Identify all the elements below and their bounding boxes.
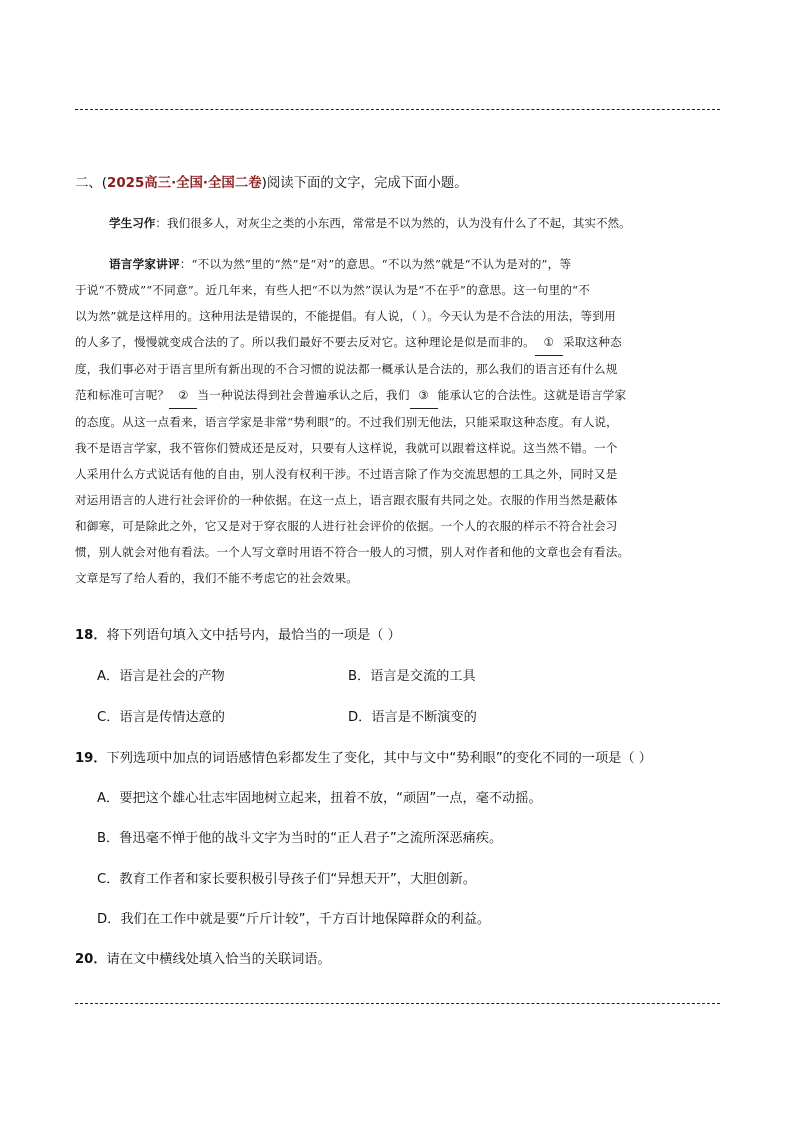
q19-option-a[interactable]: A．要把这个雄心壮志牢固地树立起来，扭着不放，“顽固”一点，毫不动摇。: [97, 791, 542, 806]
linguist-passage: [75, 251, 735, 591]
student-paragraph: [109, 215, 631, 231]
passage-line: 文章是写了给人看的，我们不能不考虑它的社会效果。: [75, 571, 359, 585]
answer-line-top: [75, 109, 720, 110]
q19-option-b[interactable]: B．鲁迅毫不惮于他的战斗文字为当时的“正人君子”之流所深恶痛疾。: [97, 831, 503, 846]
section-prefix: 二、(: [75, 176, 108, 191]
question-19-stem: 19．下列选项中加点的词语感情色彩都发生了变化，其中与文中“势利眼”的变化不同的一项是（ ）: [75, 751, 652, 766]
passage-line: 对运用语言的人进行社会评价的一种依据。在这一点上，语言跟衣服有共同之处。衣服的作用当然是蔽体: [75, 493, 618, 507]
passage-line: 人采用什么方式说话有他的自由，别人没有权利干涉。不过语言除了作为交流思想的工具之外，同时又是: [75, 467, 618, 481]
passage-line: 的态度。从这一点看来，语言学家是非常“势利眼”的。不过我们别无他法，只能采取这种态度。有人说，: [75, 415, 618, 429]
blank-3[interactable]: ③: [410, 382, 438, 409]
passage-line: 的人多了，慢慢就变成合法的了。所以我们最好不要去反对它。这种理论是似是而非的。 ① 采取这种态: [75, 329, 735, 356]
answer-line-bottom: [75, 1003, 720, 1004]
q18-option-c[interactable]: C．语言是传情达意的: [97, 710, 225, 725]
blank-1[interactable]: ①: [535, 329, 563, 356]
passage-line: 以为然”就是这样用的。这种用法是错误的，不能提倡。有人说，（ ）。今天认为是不合法的用法，等到用: [75, 309, 616, 323]
q18-option-a[interactable]: A．语言是社会的产物: [97, 669, 225, 684]
question-number: 19．: [75, 751, 107, 766]
q19-option-c[interactable]: C．教育工作者和家长要积极引导孩子们“异想天开”，大胆创新。: [97, 872, 476, 887]
q19-option-d[interactable]: D．我们在工作中就是要“斤斤计较”，千方百计地保障群众的利益。: [97, 912, 491, 927]
linguist-label: 语言学家讲评: [109, 257, 180, 271]
question-18-stem: 18．将下列语句填入文中括号内，最恰当的一项是（ ）: [75, 628, 401, 643]
source-tag: 2025高三·全国·全国二卷: [107, 176, 262, 191]
passage-line: 语言学家讲评：“不以为然”里的“然”是“对”的意思。“不以为然”就是“不认为是对的”，等: [109, 257, 572, 271]
question-20-stem: 20．请在文中横线处填入恰当的关联词语。: [75, 952, 331, 967]
student-text: ：我们很多人，对灰尘之类的小东西，常常是不以为然的，认为没有什么了不起，其实不然。: [155, 216, 631, 230]
question-number: 18．: [75, 628, 107, 643]
passage-line: 于说“不赞成”“不同意”。近几年来，有些人把“不以为然”误认为是“不在乎”的意思。这一句里的“不: [75, 283, 591, 297]
passage-line: 范和标准可言呢？ ② 当一种说法得到社会普遍承认之后，我们 ③ 能承认它的合法性。这就是语言学家: [75, 382, 735, 409]
q18-option-b[interactable]: B．语言是交流的工具: [348, 669, 476, 684]
question-number: 20．: [75, 952, 107, 967]
section-heading: [75, 172, 468, 191]
passage-line: 我不是语言学家，我不管你们赞成还是反对，只要有人这样说，我就可以跟着这样说。这当然不错。一个: [75, 441, 618, 455]
passage-line: 和御寒，可是除此之外，它又是对于穿衣服的人进行社会评价的依据。一个人的衣服的样示不符合社会习: [75, 519, 618, 533]
blank-2[interactable]: ②: [169, 382, 197, 409]
q18-option-d[interactable]: D．语言是不断演变的: [348, 710, 477, 725]
student-label: 学生习作: [109, 216, 156, 230]
section-instruction: )阅读下面的文字，完成下面小题。: [261, 176, 468, 191]
passage-line: 度，我们事必对于语言里所有新出现的不合习惯的说法都一概承认是合法的，那么我们的语言还有什么规: [75, 362, 618, 376]
passage-line: 惯，别人就会对他有看法。一个人写文章时用语不符合一般人的习惯，别人对作者和他的文章也会有看法。: [75, 545, 630, 559]
